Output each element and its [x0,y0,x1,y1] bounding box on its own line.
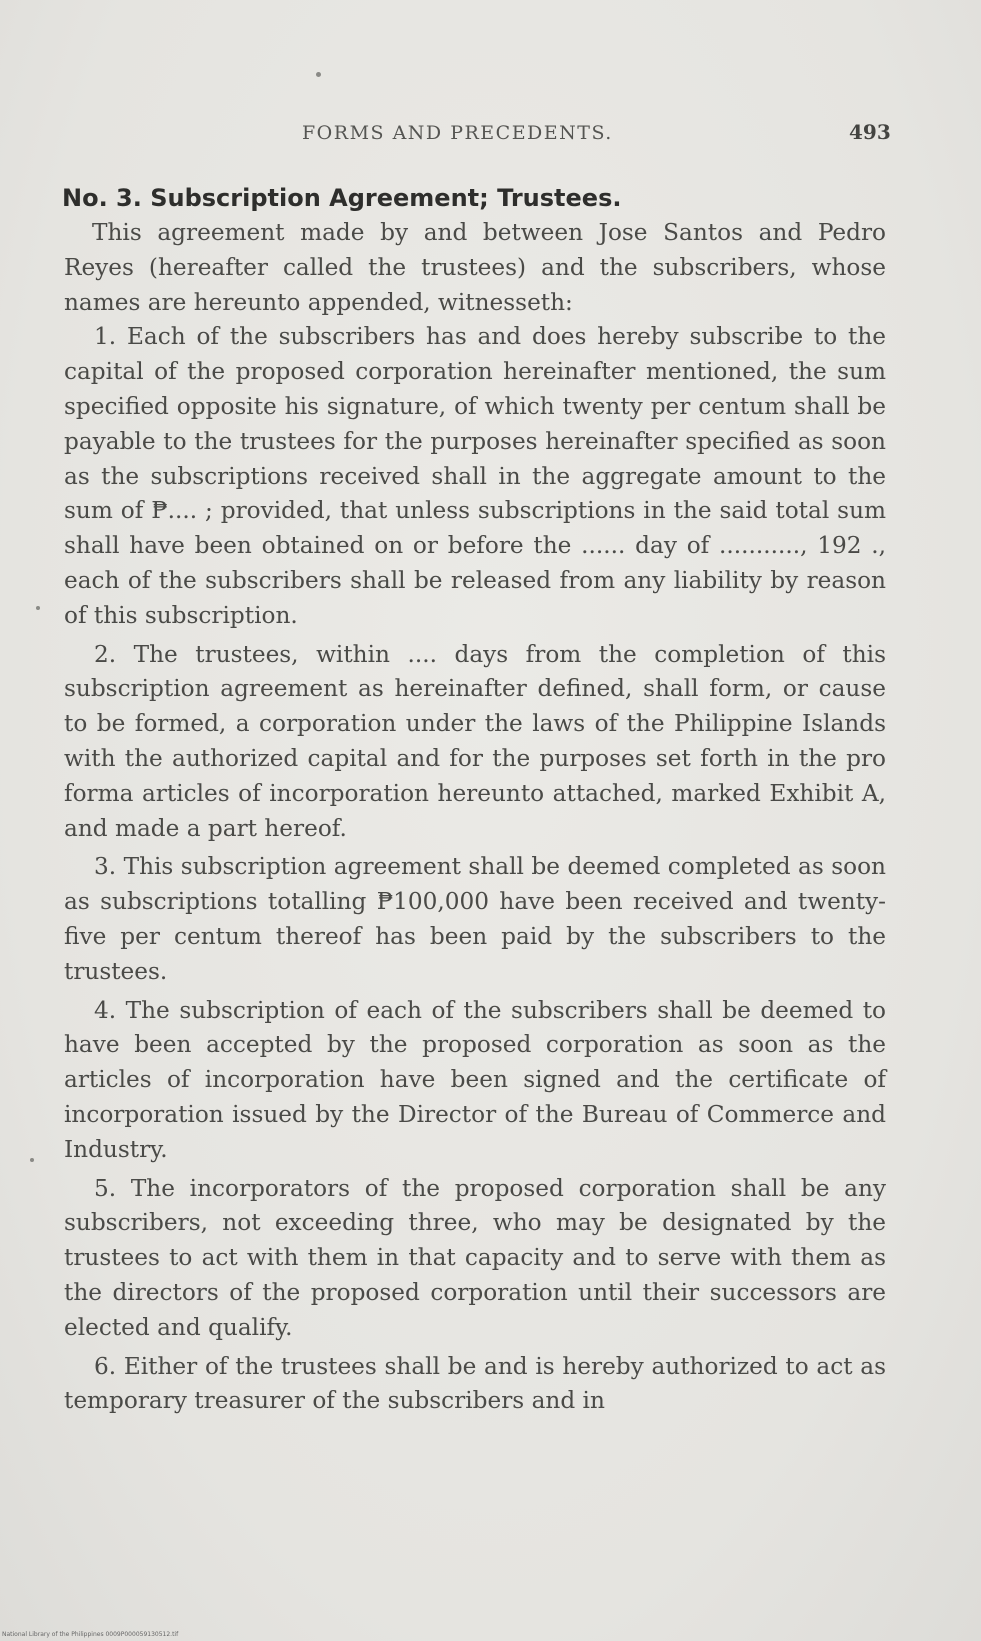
paragraph-6: 6. Either of the trustees shall be and is hereby authorized to act as temporary treasurer of the subscribers and in [64,1352,886,1415]
body-text [64,216,886,1419]
paragraph-1: 1. Each of the subscribers has and does hereby subscribe to the capital of the proposed corporation hereinafter mentioned, the sum specified opposite his signature, of which twenty per centum shall be payable to the trustees for the purposes hereinafter specified as soon as the subscriptions received shall in the aggregate amount to the sum of ₱.... ; provided, that unless subscriptions in the said total sum shall have been obtained on or before the ...... day of ..........., 192 ., each of the subscribers shall be released from any liability by reason of this subscription. [64,323,886,629]
paragraph-3: 3. This subscription agreement shall be deemed completed as soon as subscriptions totalling ₱100,000 have been received and twenty-five per centum thereof has been paid by the subscribers to the trustees. [64,853,886,985]
paragraph-2: 2. The trustees, within .... days from the completion of this subscription agreement as hereinafter defined, shall form, or cause to be formed, a corporation under the laws of the Philippine Islands with the authorized capital and for the purposes set forth in the pro forma articles of incorporation hereunto attached, marked Exhibit A, and made a part hereof. [64,640,886,842]
paragraph-4: 4. The subscription of each of the subscribers shall be deemed to have been accepted by the proposed corporation as soon as the articles of incorporation have been signed and the certificate of incorporation issued by the Director of the Bureau of Commerce and Industry. [64,996,886,1163]
section-heading: No. 3. Subscription Agreement; Trustees. [62,184,622,212]
scan-footer: National Library of the Philippines 0009P000059130512.tif [2,1631,179,1638]
margin-speck [316,72,321,77]
margin-speck [30,1158,34,1162]
margin-speck [36,606,40,610]
running-head: FORMS AND PRECEDENTS. [302,122,613,144]
page-header [0,118,981,148]
paragraph-5: 5. The incorporators of the proposed corporation shall be any subscribers, not exceeding three, who may be designated by the trustees to act with them in that capacity and to serve with them as the directors of the proposed corporation until their successors are elected and qualify. [64,1174,886,1341]
page-number: 493 [849,120,891,144]
paragraph-intro: This agreement made by and between Jose Santos and Pedro Reyes (hereafter called the trustees) and the subscribers, whose names are hereunto appended, witnesseth: [64,219,886,316]
